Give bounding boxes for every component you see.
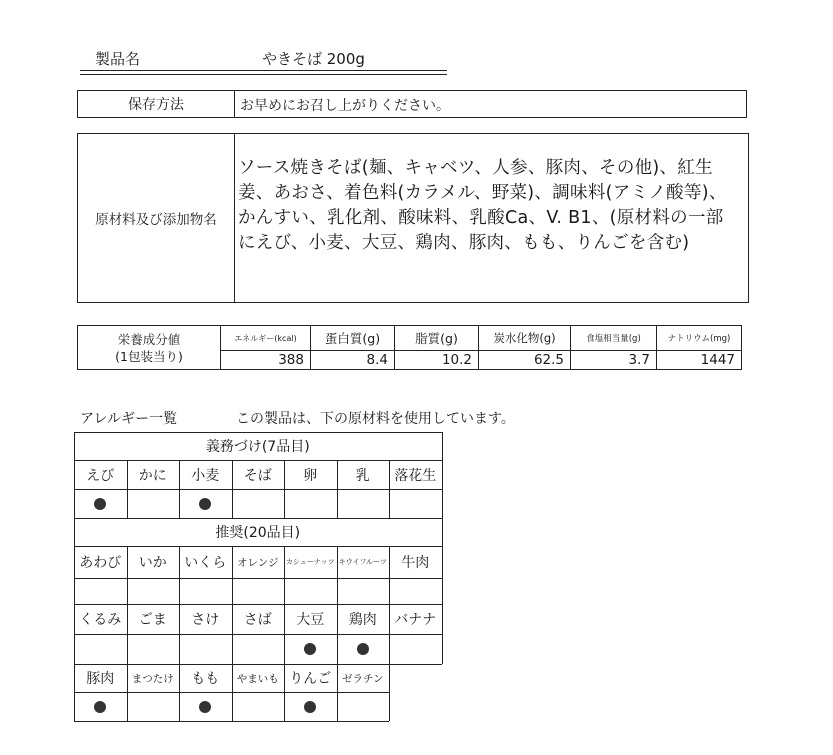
allergen-item: やまいも <box>236 672 279 685</box>
grid-line <box>74 460 442 461</box>
allergen-item: そば <box>243 467 272 484</box>
grid-line <box>74 721 389 722</box>
grid-line <box>284 664 285 721</box>
allergen-item: さば <box>243 612 272 628</box>
allergen-item: オレンジ <box>237 556 279 569</box>
allergen-item: いくら <box>184 555 227 571</box>
allergen-item: ゼラチン <box>342 672 384 685</box>
grid-line <box>74 604 442 605</box>
grid-line <box>232 460 233 518</box>
grid-line <box>337 546 338 664</box>
product-name-label: 製品名 <box>95 50 141 68</box>
grid-line <box>284 460 285 518</box>
nutrition-col-value: 10.2 <box>441 352 472 368</box>
allergen-item: いか <box>138 555 167 571</box>
grid-line <box>74 518 442 519</box>
ingredients-label: 原材料及び添加物名 <box>78 134 235 302</box>
allergen-item: 乳 <box>355 467 370 484</box>
contains-mark-icon <box>199 701 211 713</box>
storage-value: お早めにお召し上がりください。 <box>240 98 450 114</box>
allergen-item: 卵 <box>303 467 318 484</box>
allergen-item: 牛肉 <box>401 555 430 571</box>
contains-mark-icon <box>304 701 316 713</box>
grid-line <box>127 460 128 518</box>
grid-border-left <box>74 432 75 721</box>
allergen-item: バナナ <box>394 612 437 628</box>
grid-line <box>74 489 442 490</box>
grid-line <box>232 546 233 664</box>
allergen-item: カシューナッツ <box>285 558 335 566</box>
allergen-item: くるみ <box>79 612 122 628</box>
nutrition-col-value: 1447 <box>700 352 735 368</box>
allergen-item: 小麦 <box>191 467 220 484</box>
grid-line <box>74 634 442 635</box>
grid-line <box>127 546 128 664</box>
allergen-section-title: 推奨(20品目) <box>215 525 301 541</box>
nutrition-col-value: 3.7 <box>628 352 650 368</box>
contains-mark-icon <box>94 701 106 713</box>
grid-line <box>179 546 180 664</box>
allergen-item: 落花生 <box>394 467 437 484</box>
grid-line <box>127 664 128 721</box>
allergen-item: キウイフルーツ <box>338 558 387 566</box>
grid-line <box>232 664 233 721</box>
grid-line <box>337 664 338 721</box>
grid-line <box>337 460 338 518</box>
nutrition-col-header: 脂質(g) <box>395 326 478 351</box>
nutrition-col-header: ナトリウム(mg) <box>657 326 741 351</box>
allergen-item: さけ <box>191 612 220 628</box>
grid-line <box>389 460 390 518</box>
allergen-item: 豚肉 <box>86 671 115 687</box>
grid-line <box>179 664 180 721</box>
contains-mark-icon <box>357 643 369 655</box>
contains-mark-icon <box>199 498 211 510</box>
nutrition-col-header: 炭水化物(g) <box>479 326 570 351</box>
grid-line <box>74 664 442 665</box>
contains-mark-icon <box>94 498 106 510</box>
allergen-item: 大豆 <box>296 612 325 628</box>
allergen-item: りんご <box>289 671 332 687</box>
nutrition-col-header: 蛋白質(g) <box>311 326 394 351</box>
allergen-item: まつたけ <box>131 672 174 685</box>
grid-line <box>74 546 442 547</box>
grid-line <box>389 546 390 664</box>
grid-border-right-lower <box>389 664 390 721</box>
allergen-note: この製品は、下の原材料を使用しています。 <box>236 411 515 427</box>
nutrition-label-line1: 栄養成分値 <box>117 331 181 347</box>
allergen-section-title: 義務づけ(7品目) <box>205 439 310 455</box>
nutrition-col-value: 8.4 <box>366 352 388 368</box>
allergen-title: アレルギー一覧 <box>80 411 178 427</box>
ingredients-text: ソース焼きそば(麺、キャベツ、人参、豚肉、その他)、紅生姜、あおさ、着色料(カラメル、野菜)、調味料(アミノ酸等)、かんすい、乳化剤、酸味料、乳酸Ca、V. B1、(原材料の一部にえび、小麦、大豆、鶏肉、豚肉、もも、りんごを含む) <box>238 158 727 253</box>
allergen-item: あわび <box>79 555 122 571</box>
product-name-value: やきそば 200g <box>262 50 365 68</box>
grid-line <box>284 546 285 664</box>
nutrition-col-header: エネルギー(kcal) <box>221 326 310 351</box>
nutrition-col-header: 食塩相当量(g) <box>571 326 656 351</box>
nutrition-col-value: 388 <box>278 352 304 368</box>
grid-border-right <box>442 432 443 664</box>
storage-label: 保存方法 <box>78 91 235 117</box>
allergen-item: ごま <box>138 612 167 628</box>
grid-line <box>74 578 442 579</box>
nutrition-col-value: 62.5 <box>533 352 564 368</box>
grid-line <box>179 460 180 518</box>
allergen-item: えび <box>86 467 115 484</box>
contains-mark-icon <box>304 643 316 655</box>
nutrition-label-line2: (1包装当り) <box>115 348 183 364</box>
allergen-item: かに <box>138 467 167 484</box>
allergen-item: もも <box>191 671 220 687</box>
grid-line <box>74 432 442 433</box>
allergen-item: 鶏肉 <box>348 612 377 628</box>
